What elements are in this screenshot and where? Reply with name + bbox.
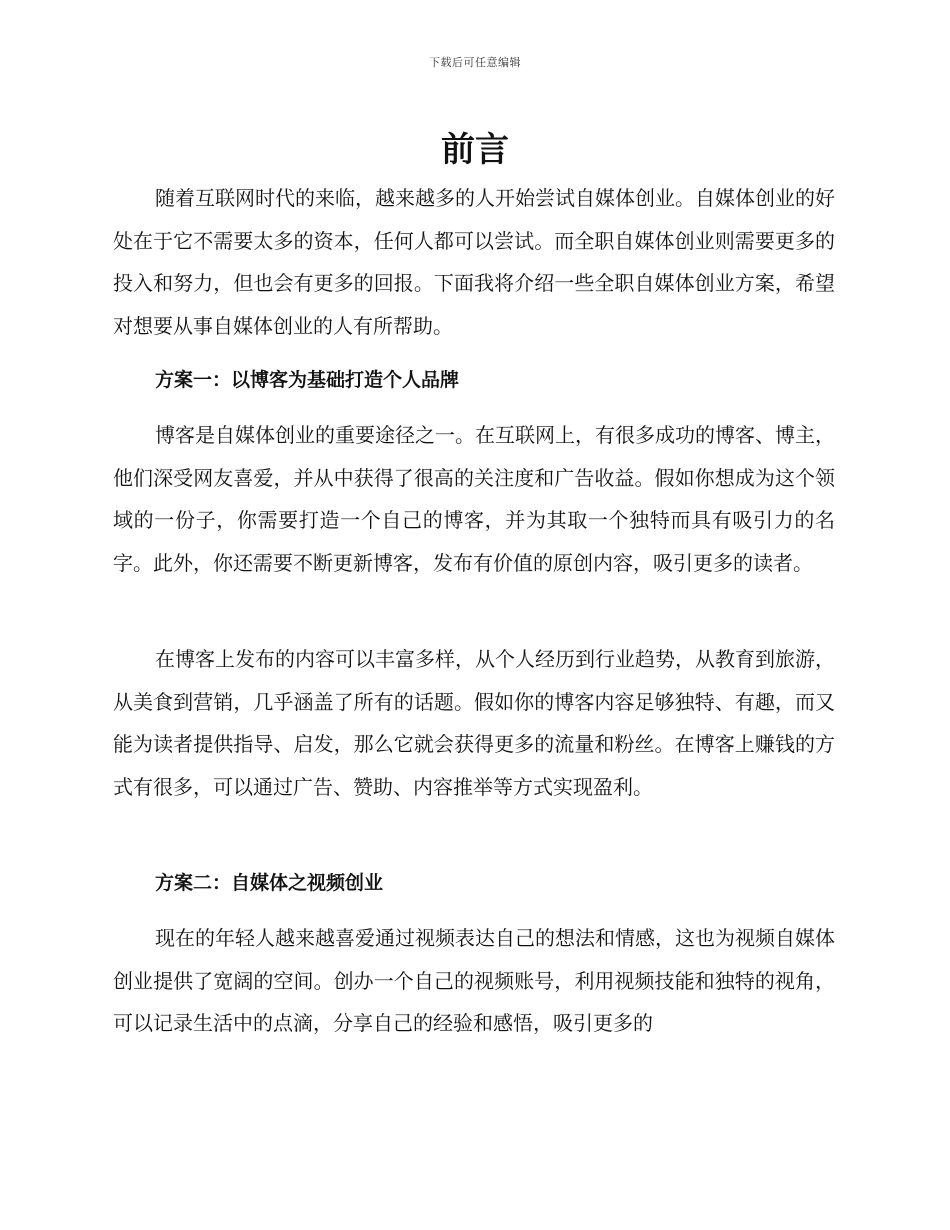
section-paragraph: 现在的年轻人越来越喜爱通过视频表达自己的想法和情感，这也为视频自媒体创业提供了宽阔的空间。创办一个自己的视频账号，利用视频技能和独特的视角，可以记录生活中的点滴，分享自己的经验和感悟，吸引更多的 [113, 926, 835, 1035]
page-header-note: 下载后可任意编辑 [429, 56, 521, 69]
section-heading-plan-1: 方案一：以博客为基础打造个人品牌 [155, 369, 460, 391]
intro-paragraph: 随着互联网时代的来临，越来越多的人开始尝试自媒体创业。自媒体创业的好处在于它不需要太多的资本，任何人都可以尝试。而全职自媒体创业则需要更多的投入和努力，但也会有更多的回报。下面我将介绍一些全职自媒体创业方案，希望对想要从事自媒体创业的人有所帮助。 [113, 186, 835, 338]
page-title: 前言 [441, 130, 509, 170]
section-heading-plan-2: 方案二：自媒体之视频创业 [155, 872, 384, 894]
section-paragraph: 在博客上发布的内容可以丰富多样，从个人经历到行业趋势，从教育到旅游，从美食到营销，几乎涵盖了所有的话题。假如你的博客内容足够独特、有趣，而又能为读者提供指导、启发，那么它就会获得更多的流量和粉丝。在博客上赚钱的方式有很多，可以通过广告、赞助、内容推举等方式实现盈利。 [113, 647, 835, 799]
section-paragraph: 博客是自媒体创业的重要途径之一。在互联网上，有很多成功的博客、博主，他们深受网友喜爱，并从中获得了很高的关注度和广告收益。假如你想成为这个领域的一份子，你需要打造一个自己的博客，并为其取一个独特而具有吸引力的名字。此外，你还需要不断更新博客，发布有价值的原创内容，吸引更多的读者。 [113, 423, 835, 575]
